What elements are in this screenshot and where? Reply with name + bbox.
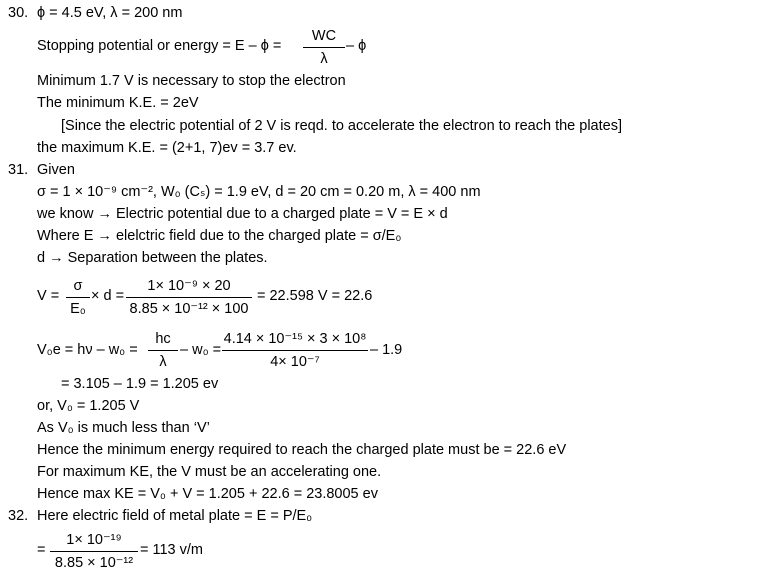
q31-eqv0-f2-numerator: 4.14 × 10⁻¹⁵ × 3 × 10⁸ [223,331,367,347]
q30-max-ke-line: the maximum K.E. = (2+1, 7)ev = 3.7 ev. [37,140,297,156]
q30-min-ke-line: The minimum K.E. = 2eV [37,95,199,111]
q30-fraction-numerator: WC [311,28,337,44]
q31-eqv-f2-denominator: 8.85 × 10⁻¹² × 100 [129,301,249,317]
q31-eqv0-lhs: V₀e = hν – w₀ = [37,342,138,358]
q32-eq-denominator: 8.85 × 10⁻¹² [54,555,134,571]
q31-eqv-f1-denominator: E₀ [70,301,86,317]
q32-eq-lhs: = [37,542,46,558]
q31-accelerating-line: For maximum KE, the V must be an accelerating one. [37,464,382,480]
q31-given-values: σ = 1 × 10⁻⁹ cm⁻², W₀ (Cₛ) = 1.9 eV, d = 20 cm = 0.20 m, λ = 400 nm [37,184,481,200]
q31-eqv0-f1-denominator: λ [159,354,167,370]
q31-comparison-line: As V₀ is much less than ‘V’ [37,420,210,436]
q30-note-line: [Since the electric potential of 2 V is reqd. to accelerate the electron to reach the plates] [61,118,622,134]
q31-eqv-rhs: = 22.598 V = 22.6 [257,288,373,304]
q31-eqv-f2-numerator: 1× 10⁻⁹ × 20 [147,278,231,294]
q32-eq-rhs: = 113 v/m [140,542,203,558]
q31-eqv-f1-numerator: σ [73,278,83,294]
q31-eqv-f2-bar [126,297,252,298]
question-number-32: 32. [8,508,29,524]
question-number-31: 31. [8,162,29,178]
question-number-30: 30. [8,5,29,21]
q31-given-label: Given [37,162,75,178]
q30-fraction-bar [303,47,345,48]
q30-given-line: ϕ = 4.5 eV, λ = 200 nm [37,5,183,21]
q31-eqv0-f1-numerator: hc [155,331,171,347]
q31-eqv0-f2-denominator: 4× 10⁻⁷ [270,354,320,370]
q31-result-line: = 3.105 – 1.9 = 1.205 ev [61,376,219,392]
q31-eqv0-f2-bar [222,350,368,351]
q30-stopping-potential-suffix: – ϕ [346,38,367,54]
q32-eq-numerator: 1× 10⁻¹⁹ [66,532,122,548]
q30-stopping-potential-label: Stopping potential or energy = E – ϕ = [37,38,282,54]
q31-min-energy-line: Hence the minimum energy required to reach the charged plate must be = 22.6 eV [37,442,567,458]
q30-fraction-denominator: λ [320,51,328,67]
q31-eqv0-rhs: – 1.9 [370,342,403,358]
q31-eqv-mid: × d = [91,288,125,304]
q31-eqv0-mid: – w₀ = [180,342,222,358]
q31-electric-potential-line: we know → Electric potential due to a charged plate = V = E × d [37,206,448,222]
q31-separation-line: d → Separation between the plates. [37,250,268,266]
q30-min-voltage-line: Minimum 1.7 V is necessary to stop the electron [37,73,346,89]
q31-eqv-f1-bar [66,297,90,298]
q31-v0-line: or, V₀ = 1.205 V [37,398,140,414]
q31-max-ke-line: Hence max KE = V₀ + V = 1.205 + 22.6 = 23.8005 ev [37,486,378,502]
q31-eqv-lhs: V = [37,288,60,304]
q32-eq-bar [50,551,138,552]
q32-electric-field-line: Here electric field of metal plate = E = P/E₀ [37,508,313,524]
q31-eqv0-f1-bar [148,350,178,351]
q31-electric-field-line: Where E → elelctric field due to the charged plate = σ/E₀ [37,228,402,244]
